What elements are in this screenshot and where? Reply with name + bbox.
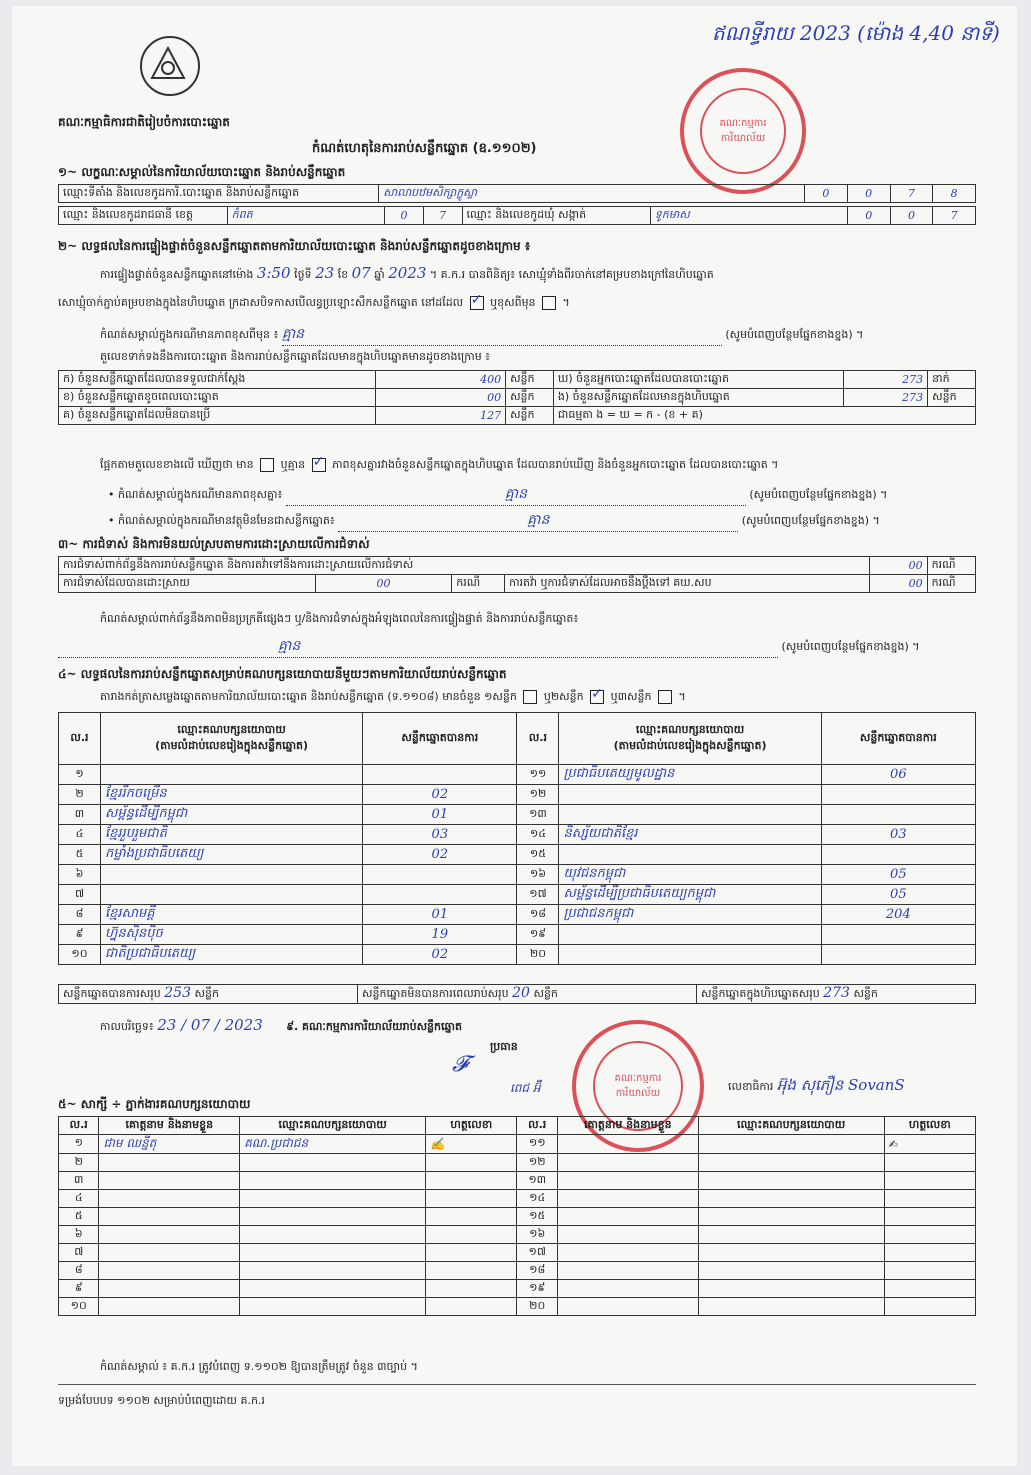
witness-col-name: គោត្តនាម និងនាមខ្លួន — [557, 1117, 698, 1135]
witness-party — [698, 1280, 884, 1298]
counts-intro: តួលេខទាក់ទងនឹងការបោះឆ្នោត និងការរាប់សន្លឹកឆ្នោតដែលមានក្នុងហិបឆ្នោតមានដូចខាងក្រោម ៖ — [100, 350, 491, 363]
witness-name — [557, 1244, 698, 1262]
witness-signature — [884, 1262, 975, 1280]
result-votes — [821, 925, 975, 945]
result-party — [100, 765, 362, 785]
result-votes: 01 — [363, 805, 517, 825]
result-no: ១ — [59, 765, 101, 785]
witness-no: ១៩ — [517, 1280, 557, 1298]
table-row — [59, 905, 976, 925]
station-label: ឈ្មោះទីតាំង និងលេខកូដការិ.បោះឆ្នោត និងរាប់សន្លឹកឆ្នោត — [59, 185, 379, 203]
result-party — [559, 845, 821, 865]
result-votes: 03 — [363, 825, 517, 845]
table-row — [59, 945, 976, 965]
witness-party — [698, 1298, 884, 1316]
footer-divider — [58, 1384, 976, 1385]
table-row — [59, 1298, 976, 1316]
verification-line1: ការផ្ទៀងផ្ទាត់ចំនួនសន្លឹកឆ្នោតនៅម៉ោង 3:50 ថ្ងៃទី 23 ខែ 07 ឆ្នាំ 2023 ។ គ.ក.រ បានពិនិត្យ៖ សោឃ្មុំទាំងពីរចាក់នៅគម្របខាងក្រៅនៃហិបឆ្នោត — [100, 264, 714, 282]
result-no: ៣ — [59, 805, 101, 825]
witness-name — [99, 1190, 240, 1208]
witness-signature — [884, 1154, 975, 1172]
commune-code-digit: 7 — [933, 207, 976, 225]
count-c-value: 127 — [375, 407, 506, 425]
witness-no: ១៨ — [517, 1262, 557, 1280]
witness-no: ១៣ — [517, 1172, 557, 1190]
witness-col-sign: ហត្ថលេខា — [426, 1117, 517, 1135]
table-row — [59, 845, 976, 865]
unchanged-checkbox[interactable] — [470, 296, 484, 310]
official-stamp-top: គណៈកម្មការការិយាល័យ — [680, 68, 806, 194]
commune-code-digit: 0 — [847, 207, 890, 225]
table-row — [59, 1190, 976, 1208]
witness-name — [557, 1172, 698, 1190]
count-d-value: 273 — [843, 371, 927, 389]
witness-col-name: គោត្តនាម និងនាមខ្លួន — [99, 1117, 240, 1135]
witness-no: ១៦ — [517, 1226, 557, 1244]
result-party: សម្ព័ន្ធដើម្បីកម្ពុជា — [100, 805, 362, 825]
result-votes: 19 — [363, 925, 517, 945]
result-votes — [363, 765, 517, 785]
count-c-label: គ) ចំនួនសន្លឹកឆ្នោតដែលមិនបានប្រើ — [59, 407, 376, 425]
result-votes — [363, 865, 517, 885]
col-no-header: ល.រ — [517, 713, 559, 765]
table-row — [59, 1262, 976, 1280]
irregularity-remark-label: កំណត់សម្គាល់ពាក់ព័ន្ធនឹងភាពមិនប្រក្រតីផ្សេងៗ ឬ/និងការជំទាស់ក្នុងអំឡុងពេលនៃការផ្ទៀងផ្ទាត់ និងការរាប់សន្លឹកឆ្នោត៖ — [100, 612, 579, 625]
witness-signature: ✍ — [426, 1135, 517, 1154]
org-name: គណៈកម្មាធិការជាតិរៀបចំការបោះឆ្នោត — [58, 115, 230, 129]
table-row — [59, 1280, 976, 1298]
table-row — [59, 1135, 976, 1154]
result-votes — [821, 945, 975, 965]
witness-signature — [426, 1280, 517, 1298]
witness-signature — [884, 1172, 975, 1190]
witness-signature — [426, 1298, 517, 1316]
chair-signature: 𝓕 — [452, 1052, 469, 1077]
result-party — [100, 885, 362, 905]
witness-party — [240, 1190, 426, 1208]
witness-name — [99, 1172, 240, 1190]
result-no: ១៨ — [517, 905, 559, 925]
witness-signature — [884, 1208, 975, 1226]
witness-name — [99, 1262, 240, 1280]
result-party: ប្រជាជនកម្ពុជា — [559, 905, 821, 925]
witness-signature — [426, 1262, 517, 1280]
objections-table: ការជំទាស់ពាក់ព័ន្ធនឹងការរាប់សន្លឹកឆ្នោត និងការតវ៉ាទៅនឹងការដោះស្រាយលើការជំទាស់ 00 ករណី ការជំទាស់ដែលបានដោះស្រាយ 00 ករណី ការតវ៉ា ឬការជំទាស់ដែលអាចនឹងប្តឹងទៅ គឃ.សប 00 ករណី — [58, 556, 976, 593]
result-votes — [821, 805, 975, 825]
result-party: សម្ព័ន្ធដើម្បីប្រជាធិបតេយ្យកម្ពុជា — [559, 885, 821, 905]
commune-code-digit: 0 — [890, 207, 933, 225]
witness-party — [240, 1226, 426, 1244]
result-votes: 02 — [363, 945, 517, 965]
result-votes: 03 — [821, 825, 975, 845]
table-row — [59, 885, 976, 905]
verification-time: 3:50 — [256, 264, 291, 282]
witness-party — [240, 1262, 426, 1280]
commune-name: ទូកមាស — [650, 207, 847, 225]
top-handwritten-note: ឥណទ្ធីរាយ 2023 (ម៉ោង 4,40 នាទី) — [712, 21, 1000, 45]
results-totals-table — [58, 984, 976, 1004]
abnormal-remark: • កំណត់សម្គាល់ក្នុងករណីមានវត្ថុមិនមែនជាសន្លឹកឆ្នោត៖ គ្មាន (សូមបំពេញបន្ថែមផ្នែកខាងខ្នង) ។ — [108, 510, 880, 532]
form-footer: ទម្រង់បែបបទ ១១០២ សម្រាប់បំពេញដោយ គ.ក.រ — [58, 1394, 265, 1407]
witness-party — [240, 1208, 426, 1226]
witness-no: ៧ — [59, 1244, 99, 1262]
witness-no: ២០ — [517, 1298, 557, 1316]
count-formula: ជាធម្មតា ង = ឃ = ក - (ខ + គ) — [553, 407, 975, 425]
total-invalid: សន្លឹកឆ្នោតមិនបានការពេលរាប់សរុប 20 សន្លឹក — [358, 985, 697, 1004]
table-row — [59, 1154, 976, 1172]
col-no-header: ល.រ — [59, 713, 101, 765]
signing-date: កាលបរិច្ឆេទ៖ 23 / 07 / 2023 ៩. គណៈកម្មការការិយាល័យរាប់សន្លឹកឆ្នោត — [100, 1016, 462, 1034]
verification-year: 2023 — [388, 264, 427, 282]
witness-col-party: ឈ្មោះគណបក្សនយោបាយ — [240, 1117, 426, 1135]
result-no: ១០ — [59, 945, 101, 965]
station-code-digit: 0 — [847, 185, 890, 203]
witness-party: គណ.ប្រជាជន — [240, 1135, 426, 1154]
result-party — [559, 785, 821, 805]
commune-label: ឈ្មោះ និងលេខកូដឃុំ សង្កាត់ — [462, 207, 650, 225]
province-code-digit: 7 — [423, 207, 462, 225]
witness-name: ជាម ឈន្នីតុ — [99, 1135, 240, 1154]
table-row — [59, 865, 976, 885]
table-row — [59, 805, 976, 825]
col-party-header: ឈ្មោះគណបក្សនយោបាយ (តាមលំដាប់លេខរៀងក្នុងសន្លឹកឆ្នោត) — [559, 713, 821, 765]
station-code-digit: 0 — [805, 185, 848, 203]
result-party — [559, 925, 821, 945]
section1-title: ១~ លក្ខណៈសម្គាល់នៃការិយាល័យបោះឆ្នោត និងរាប់សន្លឹកឆ្នោត — [58, 165, 346, 179]
changed-checkbox[interactable] — [542, 296, 556, 310]
witness-no: ៩ — [59, 1280, 99, 1298]
witness-name — [557, 1226, 698, 1244]
objection-row2-label: ការជំទាស់ដែលបានដោះស្រាយ — [59, 575, 316, 593]
witness-no: ៤ — [59, 1190, 99, 1208]
witness-name — [557, 1280, 698, 1298]
province-label: ឈ្មោះ និងលេខកូដរាជធានី ខេត្ត — [59, 207, 228, 225]
witness-signature — [426, 1172, 517, 1190]
total-in-box: សន្លឹកឆ្នោតក្នុងហិបឆ្នោតសរុប 273 សន្លឹក — [697, 985, 976, 1004]
witness-party — [240, 1154, 426, 1172]
witness-col-no: ល.រ — [59, 1117, 99, 1135]
verification-month: 07 — [351, 264, 371, 282]
witness-party — [698, 1208, 884, 1226]
result-party — [559, 945, 821, 965]
witness-name — [99, 1280, 240, 1298]
location-info-table — [58, 206, 976, 225]
witness-signature — [884, 1190, 975, 1208]
witness-name — [99, 1226, 240, 1244]
witness-party — [698, 1154, 884, 1172]
result-no: ២០ — [517, 945, 559, 965]
result-party: ខ្មែរសាមគ្គី — [100, 905, 362, 925]
two-sheet-checkbox[interactable] — [590, 690, 604, 704]
witness-party — [698, 1262, 884, 1280]
result-votes: 06 — [821, 765, 975, 785]
witness-party — [698, 1244, 884, 1262]
witness-table — [58, 1116, 976, 1316]
result-no: ៨ — [59, 905, 101, 925]
difference-remark: • កំណត់សម្គាល់ក្នុងករណីមានភាពខុសគ្នា៖ គ្មាន (សូមបំពេញបន្ថែមផ្នែកខាងខ្នង) ។ — [108, 484, 887, 506]
witness-no: ២ — [59, 1154, 99, 1172]
result-no: ២ — [59, 785, 101, 805]
witness-no: ៨ — [59, 1262, 99, 1280]
difference-line: ផ្អែកតាមតួលេខខាងលើ ឃើញថា មាន ឬគ្មាន ✓ ភាពខុសគ្នារវាងចំនួនសន្លឹកឆ្នោតក្នុងហិបឆ្នោត ដែលបានរាប់ឃើញ និងចំនួនអ្នកបោះឆ្នោត ដែលបានបោះឆ្នោត ។ — [100, 458, 778, 474]
result-votes — [363, 885, 517, 905]
col-votes-header: សន្លឹកឆ្នោតបានការ — [363, 713, 517, 765]
result-no: ១៧ — [517, 885, 559, 905]
result-votes: 05 — [821, 885, 975, 905]
witness-signature — [426, 1154, 517, 1172]
station-info-table — [58, 184, 976, 203]
emblem-logo — [140, 36, 200, 96]
col-party-header: ឈ្មោះគណបក្សនយោបាយ (តាមលំដាប់លេខរៀងក្នុងសន្លឹកឆ្នោត) — [100, 713, 362, 765]
result-no: ១៤ — [517, 825, 559, 845]
chair-name: ពេជ អ៊ី — [510, 1081, 541, 1095]
section5-title: ៥~ សាក្សី ÷ ភ្នាក់ងារគណបក្សនយោបាយ — [58, 1097, 251, 1111]
witness-no: ១១ — [517, 1135, 557, 1154]
result-votes: 01 — [363, 905, 517, 925]
objection-row3-value: 00 — [870, 575, 927, 593]
station-name: សាលាបឋមសិក្សាក្លូស្លា — [379, 185, 805, 203]
witness-no: ១២ — [517, 1154, 557, 1172]
witness-party — [240, 1280, 426, 1298]
result-party — [100, 865, 362, 885]
result-no: ១៥ — [517, 845, 559, 865]
result-no: ៦ — [59, 865, 101, 885]
witness-signature — [426, 1208, 517, 1226]
count-b-value: 00 — [375, 389, 506, 407]
count-e-value: 273 — [843, 389, 927, 407]
result-no: ៩ — [59, 925, 101, 945]
total-valid: សន្លឹកឆ្នោតបានការសរុប 253 សន្លឹក — [59, 985, 358, 1004]
table-row — [59, 825, 976, 845]
province-name: កំពត — [227, 207, 384, 225]
result-no: ១៦ — [517, 865, 559, 885]
three-sheet-checkbox[interactable] — [658, 690, 672, 704]
witness-signature — [426, 1190, 517, 1208]
table-row — [59, 765, 976, 785]
chair-label: ប្រធាន — [490, 1040, 518, 1053]
witness-no: ១៥ — [517, 1208, 557, 1226]
witness-col-party: ឈ្មោះគណបក្សនយោបាយ — [698, 1117, 884, 1135]
witness-name — [557, 1262, 698, 1280]
station-code-digit: 8 — [933, 185, 976, 203]
no-difference-checkbox[interactable] — [312, 458, 326, 472]
irregularity-remark: គ្មាន (សូមបំពេញបន្ថែមផ្នែកខាងខ្នង) ។ — [58, 636, 920, 658]
result-party: កម្លាំងប្រជាធិបតេយ្យ — [100, 845, 362, 865]
count-b-label: ខ) ចំនួនសន្លឹកឆ្នោតខូចពេលបោះឆ្នោត — [59, 389, 376, 407]
witness-name — [557, 1298, 698, 1316]
section3-title: ៣~ ការជំទាស់ និងការមិនយល់ស្របតាមការដោះស្រាយលើការជំទាស់ — [58, 537, 370, 551]
witness-name — [99, 1154, 240, 1172]
table-row — [59, 785, 976, 805]
official-stamp-committee: គណៈកម្មការការិយាល័យ — [572, 1020, 704, 1152]
witness-no: ១០ — [59, 1298, 99, 1316]
witness-name — [557, 1208, 698, 1226]
witness-party — [698, 1172, 884, 1190]
has-difference-checkbox[interactable] — [260, 458, 274, 472]
verification-day: 23 — [315, 264, 335, 282]
result-no: ១១ — [517, 765, 559, 785]
witness-name — [557, 1154, 698, 1172]
witness-signature — [884, 1280, 975, 1298]
form-title: កំណត់ហេតុនៃការរាប់សន្លឹកឆ្នោត (ឧ.១១០២) — [312, 141, 537, 156]
province-code-digit: 0 — [385, 207, 424, 225]
witness-col-sign: ហត្ថលេខា — [884, 1117, 975, 1135]
witness-no: ៣ — [59, 1172, 99, 1190]
table-row — [59, 1208, 976, 1226]
result-votes: 02 — [363, 785, 517, 805]
witness-party — [698, 1226, 884, 1244]
result-votes — [821, 845, 975, 865]
result-party: យុវជនកម្ពុជា — [559, 865, 821, 885]
result-votes — [821, 785, 975, 805]
result-no: ១២ — [517, 785, 559, 805]
witness-signature — [884, 1226, 975, 1244]
witness-no: ១៧ — [517, 1244, 557, 1262]
result-no: ៧ — [59, 885, 101, 905]
witness-signature — [884, 1298, 975, 1316]
witness-party — [240, 1298, 426, 1316]
seal-remark: កំណត់សម្គាល់ក្នុងករណីមានភាពខុសពីមុន ៖ គ្មាន (សូមបំពេញបន្ថែមផ្នែកខាងខ្នង) ។ — [100, 324, 863, 346]
section2-title: ២~ លទ្ធផលនៃការផ្ទៀងផ្ទាត់ចំនួនសន្លឹកឆ្នោតតាមការិយាល័យបោះឆ្នោត និងរាប់សន្លឹកឆ្នោតដូចខាងក្រោម ៖ — [58, 239, 531, 253]
result-no: ១៩ — [517, 925, 559, 945]
table-row — [59, 1172, 976, 1190]
section4-title: ៤~ លទ្ធផលនៃការរាប់សន្លឹកឆ្នោតសម្រាប់គណបក្សនយោបាយនីមួយៗតាមការិយាល័យរាប់សន្លឹកឆ្នោត — [58, 667, 507, 681]
witness-party — [698, 1135, 884, 1154]
verification-line2: សោឃ្មុំចាក់ភ្ជាប់គម្របខាងក្នុងនៃហិបឆ្នោត ក្រដាសបិទកាសបើលន្ធប្រឡោះសឹកសន្លឹកឆ្នោត នៅដដែល ✓ ឬខុសពីមុន ។ — [58, 296, 570, 312]
witness-signature: ✍ — [884, 1135, 975, 1154]
witness-no: ១៤ — [517, 1190, 557, 1208]
witness-col-no: ល.រ — [517, 1117, 557, 1135]
witness-signature — [884, 1244, 975, 1262]
tally-sheet-count: តារាងកត់ត្រាសម្លេងឆ្នោតតាមការិយាល័យបោះឆ្នោត និងរាប់សន្លឹកឆ្នោត (ទ.១១០៨) មានចំនួន ១សន្លឹក ឬ២សន្លឹក ✓ ឬ៣សន្លឹក ។ — [100, 690, 686, 706]
result-votes: 05 — [821, 865, 975, 885]
result-party: ជាតិប្រជាធិបតេយ្យ — [100, 945, 362, 965]
station-code-digit: 7 — [890, 185, 933, 203]
witness-name — [99, 1298, 240, 1316]
result-votes: 204 — [821, 905, 975, 925]
count-d-label: ឃ) ចំនួនអ្នកបោះឆ្នោតដែលបានបោះឆ្នោត — [553, 371, 843, 389]
witness-no: ១ — [59, 1135, 99, 1154]
result-no: ៥ — [59, 845, 101, 865]
witness-no: ៥ — [59, 1208, 99, 1226]
count-a-value: 400 — [375, 371, 506, 389]
result-party: ហ្វ៊ុនស៊ិនប៉ិច — [100, 925, 362, 945]
form-page — [12, 6, 1017, 1466]
result-party: ប្រជាធិបតេយ្យមូលដ្ឋាន — [559, 765, 821, 785]
party-results-table — [58, 712, 976, 965]
table-row — [59, 1244, 976, 1262]
witness-signature — [426, 1226, 517, 1244]
result-no: ១៣ — [517, 805, 559, 825]
objection-row2-value: 00 — [315, 575, 451, 593]
footnote: កំណត់សម្គាល់ ៖ គ.ក.រ ត្រូវបំពេញ ទ.១១០២ ឱ្យបានត្រឹមត្រូវ ចំនួន ៣ច្បាប់ ។ — [100, 1360, 418, 1373]
result-party: និស្ស័យជាតិខ្មែរ — [559, 825, 821, 845]
objection-row3-label: ការតវ៉ា ឬការជំទាស់ដែលអាចនឹងប្តឹងទៅ គឃ.សប — [505, 575, 870, 593]
result-votes: 02 — [363, 845, 517, 865]
result-party — [559, 805, 821, 825]
objection-row1-value: 00 — [870, 557, 927, 575]
table-row — [59, 1226, 976, 1244]
objection-row1-label: ការជំទាស់ពាក់ព័ន្ធនឹងការរាប់សន្លឹកឆ្នោត និងការតវ៉ាទៅនឹងការដោះស្រាយលើការជំទាស់ — [59, 557, 870, 575]
result-party: ខ្មែររួបរួមជាតិ — [100, 825, 362, 845]
witness-name — [557, 1135, 698, 1154]
result-no: ៤ — [59, 825, 101, 845]
one-sheet-checkbox[interactable] — [523, 690, 537, 704]
witness-signature — [426, 1244, 517, 1262]
witness-name — [99, 1244, 240, 1262]
count-a-label: ក) ចំនួនសន្លឹកឆ្នោតដែលបានទទួលជាក់ស្តែង — [59, 371, 376, 389]
witness-party — [240, 1172, 426, 1190]
count-e-label: ង) ចំនួនសន្លឹកឆ្នោតដែលមានក្នុងហិបឆ្នោត — [553, 389, 843, 407]
witness-name — [557, 1190, 698, 1208]
witness-name — [99, 1208, 240, 1226]
result-party: ខ្មែររីកចម្រើន — [100, 785, 362, 805]
col-votes-header: សន្លឹកឆ្នោតបានការ — [821, 713, 975, 765]
witness-party — [240, 1244, 426, 1262]
table-row — [59, 925, 976, 945]
counts-table: ក) ចំនួនសន្លឹកឆ្នោតដែលបានទទួលជាក់ស្តែង 400 សន្លឹក ឃ) ចំនួនអ្នកបោះឆ្នោតដែលបានបោះឆ្នោត 273 នាក់ ខ) ចំនួនសន្លឹកឆ្នោតខូចពេលបោះឆ្នោត 00 សន្លឹក ង) ចំនួនសន្លឹកឆ្នោតដែលមានក្នុងហិបឆ្នោត 273 សន្លឹក គ) ចំនួនសន្លឹកឆ្នោតដែលមិនបានប្រើ 127 សន្លឹក ជាធម្មតា ង = ឃ = ក - (ខ + គ) — [58, 370, 976, 425]
witness-no: ៦ — [59, 1226, 99, 1244]
secretary: លេខាធិការ អ៊ុង សុភឿន SovanS — [728, 1076, 905, 1094]
witness-party — [698, 1190, 884, 1208]
